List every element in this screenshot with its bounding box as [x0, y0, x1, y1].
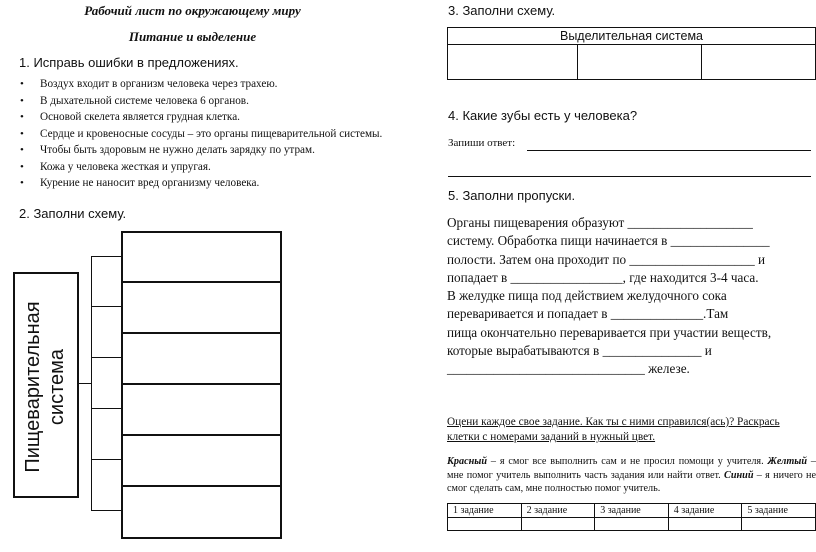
list-item: • Кожа у человека жесткая и упругая.: [19, 159, 414, 176]
scheme-branch: [91, 408, 121, 409]
score-cell[interactable]: [521, 518, 595, 531]
fill-line: попадает в _________________, где находится 3-4 часа.: [447, 269, 759, 285]
list-item: • Основой скелета является грудная клетка.: [19, 109, 414, 126]
legend-yellow-text: – мне помог учитель выполнить часть задания или найти ответ.: [447, 456, 816, 481]
scheme-branch: [91, 459, 121, 460]
list-item: • Воздух входит в организм человека через трахею.: [19, 76, 414, 93]
excretory-system-header: Выделительная система: [448, 28, 816, 45]
answer-line[interactable]: [527, 150, 811, 151]
list-item: • Курение не наносит вред организму человека.: [19, 175, 414, 192]
list-item: • В дыхательной системе человека 6 органов.: [19, 93, 414, 110]
organ-blank-cell[interactable]: [121, 434, 282, 487]
evaluate-line: клетки с номерами заданий в нужный цвет.: [447, 431, 656, 443]
organ-blanks: [121, 231, 282, 539]
legend-blue: Синий: [724, 469, 754, 481]
score-cell[interactable]: [595, 518, 669, 531]
score-header: 2 задание: [521, 504, 595, 518]
score-cell[interactable]: [448, 518, 522, 531]
scheme-branch: [91, 256, 121, 257]
answer-line[interactable]: [448, 176, 811, 177]
fill-line: полости. Затем она проходит по ___________________ и: [447, 251, 766, 267]
fill-in-text: [447, 214, 816, 379]
organ-blank-cell[interactable]: [121, 332, 282, 385]
digestive-system-box: [13, 272, 79, 498]
scheme-bracket: [91, 256, 92, 511]
legend-red-text: – я смог все выполнить сам и не просил помощи у учителя.: [487, 456, 768, 467]
fill-line: Органы пищеварения образуют ___________________: [447, 215, 753, 230]
answer-label: Запиши ответ:: [448, 137, 516, 149]
excretory-system-table: [447, 27, 816, 80]
legend-yellow: Желтый: [767, 456, 808, 467]
error-sentences-list: [19, 76, 414, 192]
color-legend: [447, 455, 816, 496]
score-cell[interactable]: [668, 518, 742, 531]
score-header: 3 задание: [595, 504, 669, 518]
scheme-branch: [91, 306, 121, 307]
excretory-blank-cell[interactable]: [578, 45, 702, 80]
evaluate-line: Оцени каждое свое задание. Как ты с ними справился(ась)? Раскрась: [447, 416, 780, 428]
fill-line: которые вырабатываются в _______________ и: [447, 343, 712, 359]
organ-blank-cell[interactable]: [121, 281, 282, 334]
task-4-heading: 4. Какие зубы есть у человека?: [448, 108, 638, 123]
list-item: • Сердце и кровеносные сосуды – это органы пищеварительной системы.: [19, 126, 414, 143]
digestive-system-label: Пищеварительная система: [22, 301, 68, 473]
task-3-heading: 3. Заполни схему.: [448, 3, 556, 18]
scheme-connector: [79, 383, 91, 384]
score-header: 1 задание: [448, 504, 522, 518]
excretory-blank-cell[interactable]: [702, 45, 816, 80]
scheme-branch: [91, 510, 121, 511]
legend-blue-text: – я ничего не смог сделать сам, мне полностью помог учитель.: [447, 469, 816, 494]
organ-blank-cell[interactable]: [121, 231, 282, 283]
evaluate-instruction: [447, 415, 816, 445]
fill-line: переваривается и попадает в ______________.Там: [447, 306, 729, 322]
task-1-heading: 1. Исправь ошибки в предложениях.: [19, 55, 239, 70]
scheme-branch: [91, 357, 121, 358]
worksheet-title: Рабочий лист по окружающему миру: [84, 3, 301, 18]
score-header: 5 задание: [742, 504, 816, 518]
excretory-blank-cell[interactable]: [448, 45, 578, 80]
worksheet-subtitle: Питание и выделение: [128, 29, 257, 44]
score-cell[interactable]: [742, 518, 816, 531]
fill-line: В желудке пища под действием желудочного сока: [447, 288, 727, 304]
fill-line: ______________________________ железе.: [447, 361, 690, 377]
list-item: • Чтобы быть здоровым не нужно делать зарядку по утрам.: [19, 142, 414, 159]
task-5-heading: 5. Заполни пропуски.: [448, 188, 576, 203]
self-assessment-table: [447, 503, 816, 531]
fill-line: пища окончательно переваривается при участии веществ,: [447, 324, 772, 340]
task-2-heading: 2. Заполни схему.: [19, 206, 127, 221]
organ-blank-cell[interactable]: [121, 485, 282, 539]
fill-line: систему. Обработка пищи начинается в _______________: [447, 233, 770, 249]
legend-red: Красный: [447, 456, 488, 467]
organ-blank-cell[interactable]: [121, 383, 282, 436]
score-header: 4 задание: [668, 504, 742, 518]
